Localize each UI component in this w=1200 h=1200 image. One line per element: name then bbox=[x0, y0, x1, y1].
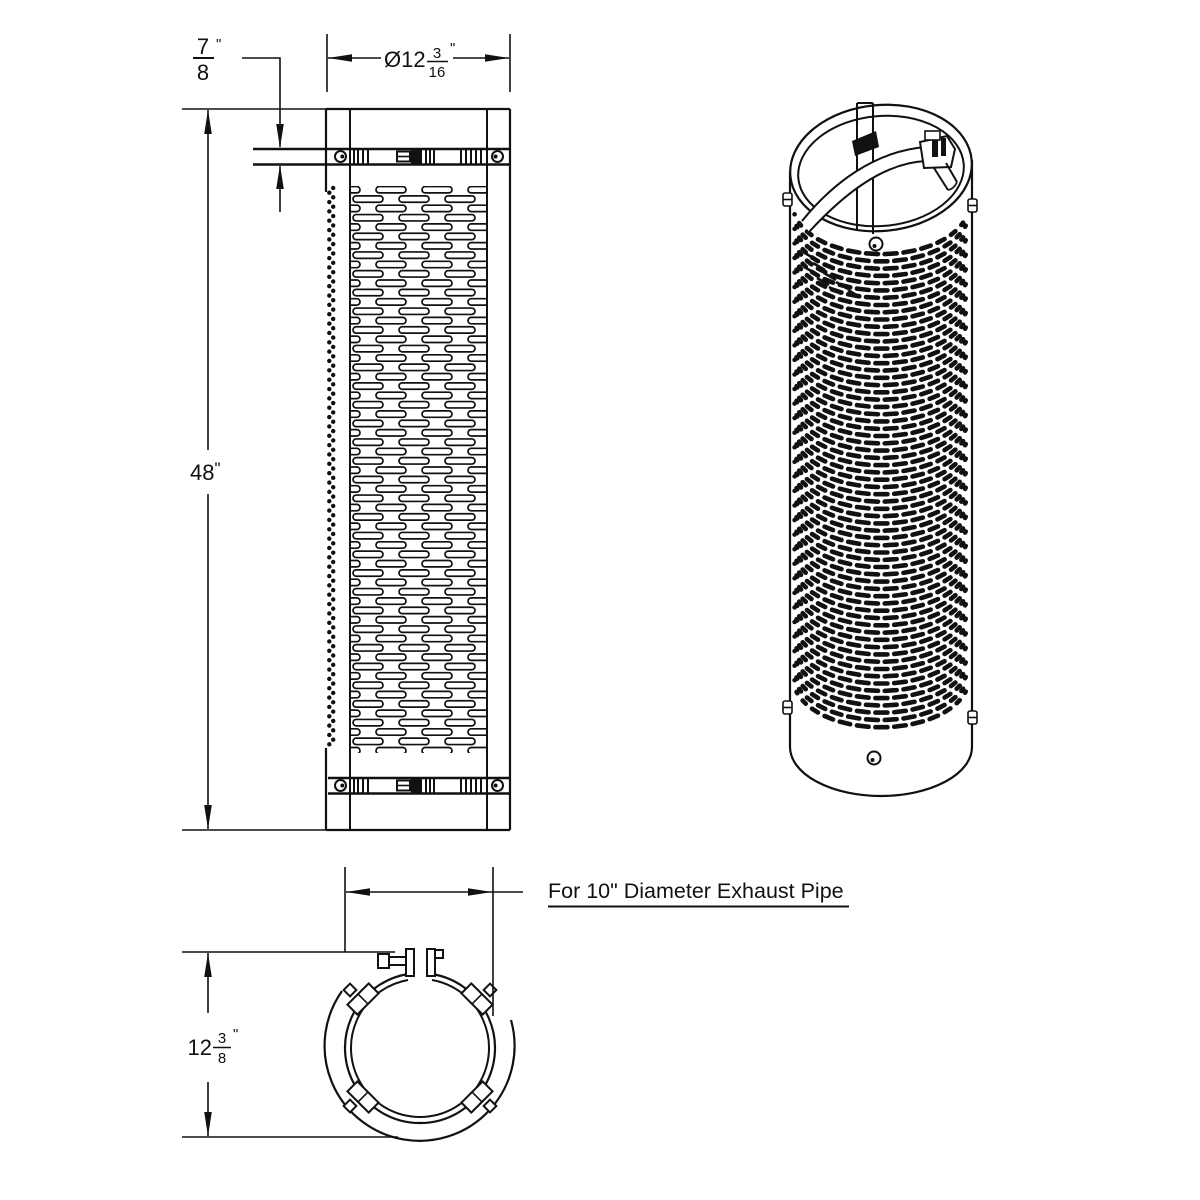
arrowhead-up bbox=[204, 953, 212, 977]
arrowhead-left bbox=[328, 54, 352, 62]
pipe-note-label: For 10" Diameter Exhaust Pipe bbox=[548, 879, 844, 903]
overall-whole: 12 bbox=[187, 1035, 212, 1060]
arrowhead-down bbox=[204, 805, 212, 829]
front-perforation-edge-dots bbox=[327, 186, 335, 747]
clamp-left-ear bbox=[335, 780, 346, 791]
iso-clamp-band bbox=[802, 131, 926, 232]
arrowhead-up bbox=[276, 165, 284, 189]
iso-view bbox=[783, 97, 977, 796]
clamp-left-ear bbox=[335, 151, 346, 162]
overall-denominator: 8 bbox=[217, 1050, 227, 1067]
front-top-clamp-band bbox=[253, 149, 510, 165]
arrowhead-right bbox=[485, 54, 509, 62]
clamp-worm-screw bbox=[397, 779, 434, 793]
front-bottom-clamp-band bbox=[328, 778, 510, 794]
arrowhead-down bbox=[204, 1112, 212, 1136]
arrowhead-up bbox=[204, 110, 212, 134]
diameter-unit: " bbox=[450, 40, 456, 57]
bottom-bolt-fixture bbox=[378, 949, 443, 976]
front-perforation-pattern bbox=[284, 187, 521, 754]
leader-line bbox=[242, 58, 280, 93]
dimension-height-48 bbox=[190, 110, 221, 829]
bottom-view bbox=[182, 867, 849, 1141]
clamp-width-denominator: 8 bbox=[196, 60, 210, 85]
iso-clamp-screw bbox=[920, 131, 957, 190]
clamp-worm-screw bbox=[397, 150, 434, 164]
dimension-pipe-diameter bbox=[345, 867, 849, 1016]
height-dim-label: 48" bbox=[190, 459, 221, 485]
arrowhead-right bbox=[468, 888, 492, 896]
diameter-denominator: 16 bbox=[428, 64, 446, 81]
dimension-diameter bbox=[327, 34, 510, 92]
diameter-prefix: Ø12 bbox=[384, 47, 426, 72]
front-view bbox=[182, 34, 521, 830]
arrowhead-down bbox=[276, 124, 284, 148]
arrowhead-left bbox=[346, 888, 370, 896]
overall-unit: " bbox=[233, 1026, 239, 1043]
overall-numerator: 3 bbox=[217, 1030, 227, 1047]
diameter-numerator: 3 bbox=[432, 45, 442, 62]
clamp-width-numerator: 7 bbox=[196, 34, 210, 59]
clamp-right-ear bbox=[492, 151, 503, 162]
clamp-right-ear bbox=[492, 780, 503, 791]
clamp-width-unit: " bbox=[216, 36, 222, 53]
bottom-standoff-brackets bbox=[344, 983, 497, 1112]
iso-perforation-pattern bbox=[792, 211, 969, 729]
